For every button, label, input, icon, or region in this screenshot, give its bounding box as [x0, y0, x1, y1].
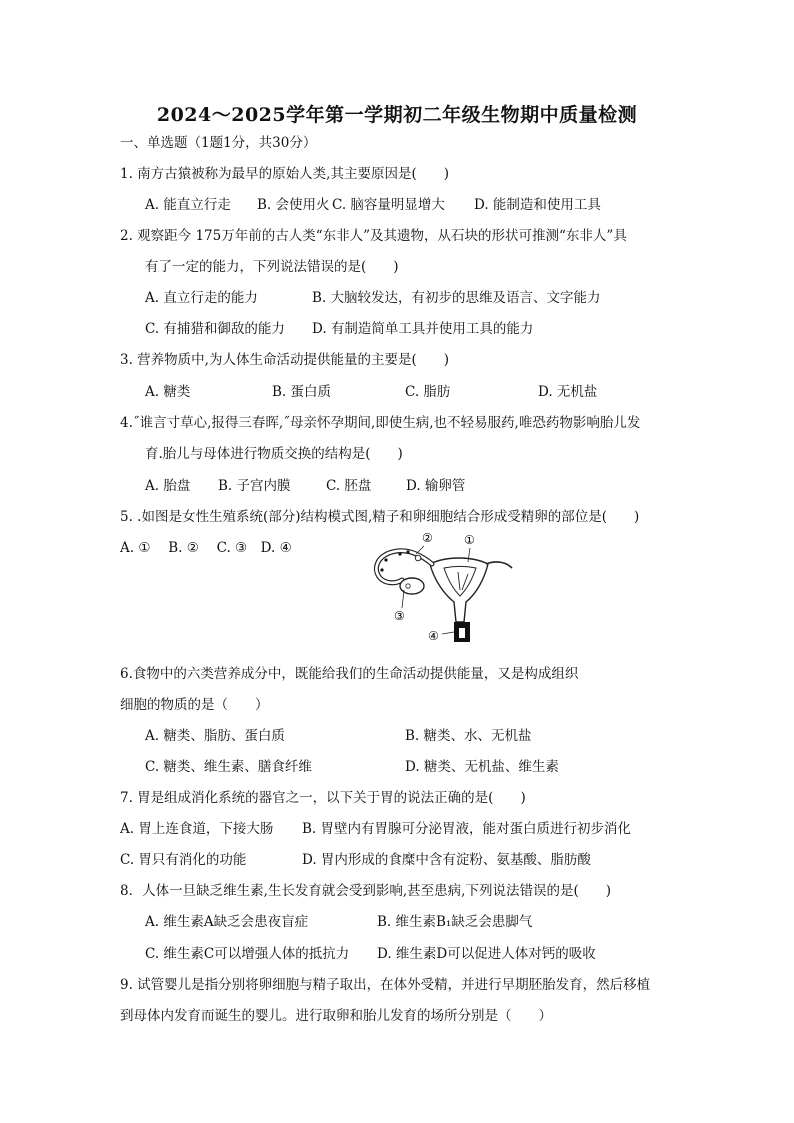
- label-leader-4: [442, 632, 454, 634]
- q8-option-b: B. 维生素B₁缺乏会患脚气: [377, 914, 533, 930]
- q8-option-a: A. 维生素A缺乏会患夜盲症: [145, 914, 309, 930]
- q3-option-d: D. 无机盐: [538, 384, 598, 400]
- label-2: ②: [422, 531, 433, 545]
- label-leader-3: [402, 590, 404, 608]
- sperm-mark: [406, 550, 409, 553]
- q6-option-a: A. 糖类、脂肪、蛋白质: [145, 728, 285, 744]
- q4-option-b: B. 子宫内膜: [218, 478, 291, 494]
- exam-title: 2024～2025学年第一学期初二年级生物期中质量检测: [156, 104, 638, 126]
- section-heading: 一、单选题（1题1分，共30分）: [120, 135, 317, 151]
- q6-option-d: D. 糖类、无机盐、维生素: [405, 759, 559, 775]
- q1-option-d: D. 能制造和使用工具: [474, 197, 601, 213]
- q7-option-d: D. 胃内形成的食糜中含有淀粉、氨基酸、脂肪酸: [302, 852, 591, 868]
- q4-option-d: D. 输卵管: [406, 478, 466, 494]
- q3-option-c: C. 脂肪: [405, 384, 451, 400]
- q2-option-d: D. 有制造简单工具并使用工具的能力: [312, 321, 534, 337]
- q6-option-c: C. 糖类、维生素、膳食纤维: [145, 759, 312, 775]
- q4-stem-line2: 育.胎儿与母体进行物质交换的结构是( ): [145, 446, 403, 462]
- q5-stem: 5. .如图是女性生殖系统(部分)结构模式图,精子和卵细胞结合形成受精卵的部位是( ): [120, 509, 640, 525]
- q4-option-c: C. 胚盘: [326, 478, 372, 494]
- q2-option-c: C. 有捕猎和御敌的能力: [145, 321, 285, 337]
- label-4: ④: [428, 629, 439, 643]
- q2-stem-line1: 2. 观察距今 175万年前的古人类“东非人”及其遗物，从石块的形状可推测“东非人”具: [120, 228, 627, 244]
- label-leader-2: [416, 546, 424, 554]
- q4-stem-line1: 4.˝谁言寸草心,报得三春晖,˝母亲怀孕期间,即使生病,也不轻易服药,唯恐药物影响胎儿发: [120, 415, 641, 431]
- egg-cell: [415, 555, 421, 561]
- right-fallopian-tube: [486, 562, 512, 568]
- q8-option-c: C. 维生素C可以增强人体的抵抗力: [145, 946, 350, 962]
- q7-stem: 7. 胃是组成消化系统的器官之一，以下关于胃的说法正确的是( ): [120, 790, 526, 806]
- q7-option-c: C. 胃只有消化的功能: [120, 852, 247, 868]
- q8-option-d: D. 维生素D可以促进人体对钙的吸收: [377, 946, 596, 962]
- q2-option-b: B. 大脑较发达，有初步的思维及语言、文字能力: [312, 290, 601, 306]
- label-1: ①: [464, 533, 475, 547]
- reproductive-system-diagram: [360, 528, 520, 646]
- q1-option-b: B. 会使用火: [257, 197, 330, 213]
- vagina-lumen: [459, 628, 465, 638]
- q7-option-b: B. 胃壁内有胃腺可分泌胃液，能对蛋白质进行初步消化: [302, 821, 632, 837]
- q3-stem: 3. 营养物质中,为人体生命活动提供能量的主要是( ): [120, 352, 449, 368]
- q1-stem: 1. 南方古猿被称为最早的原始人类,其主要原因是( ): [120, 166, 449, 182]
- label-3: ③: [394, 609, 405, 623]
- q2-option-a: A. 直立行走的能力: [145, 290, 258, 306]
- q3-option-b: B. 蛋白质: [272, 384, 332, 400]
- sperm-mark: [380, 568, 383, 571]
- q9-stem-line2: 到母体内发育而诞生的婴儿。进行取卵和胎儿发育的场所分别是（ ）: [120, 1008, 552, 1024]
- q6-stem-line1: 6.食物中的六类营养成分中，既能给我们的生命活动提供能量，又是构成组织: [120, 666, 579, 682]
- q3-option-a: A. 糖类: [145, 384, 191, 400]
- sperm-mark: [384, 558, 387, 561]
- q1-option-a: A. 能直立行走: [145, 197, 231, 213]
- sperm-mark: [398, 552, 401, 555]
- q9-stem-line1: 9. 试管婴儿是指分别将卵细胞与精子取出，在体外受精，并进行早期胚胎发育，然后移植: [120, 977, 651, 993]
- q1-option-c: C. 脑容量明显增大: [332, 197, 445, 213]
- q4-option-a: A. 胎盘: [145, 478, 191, 494]
- q6-stem-line2: 细胞的物质的是（ ）: [120, 697, 269, 713]
- q7-option-a: A. 胃上连食道，下接大肠: [120, 821, 274, 837]
- q8-stem: 8．人体一旦缺乏维生素,生长发育就会受到影响,甚至患病,下列说法错误的是( ): [120, 883, 611, 899]
- q6-option-b: B. 糖类、水、无机盐: [405, 728, 532, 744]
- q5-options: A. ① B. ② C. ③ D. ④: [120, 540, 292, 556]
- q2-stem-line2: 有了一定的能力，下列说法错误的是( ): [145, 259, 399, 275]
